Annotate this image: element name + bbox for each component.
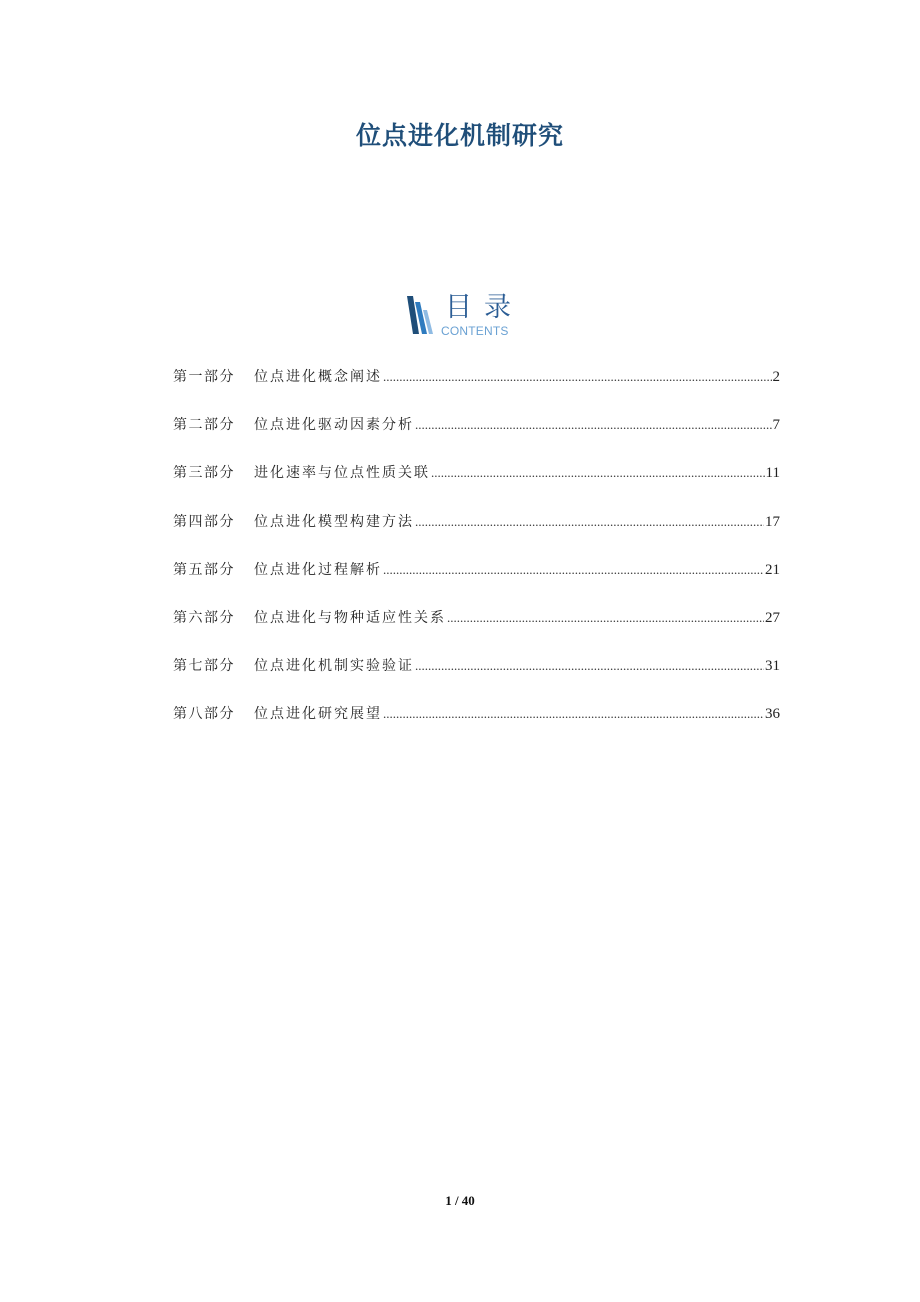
toc-dot-leader xyxy=(415,417,772,433)
toc-entry-part: 第四部分 xyxy=(173,513,235,530)
toc-entry-page: 27 xyxy=(765,609,780,626)
toc-entry-title: 位点进化过程解析 xyxy=(254,561,382,578)
toc-entry-page: 21 xyxy=(765,561,780,578)
toc-entry-page: 11 xyxy=(765,465,780,482)
toc-entry-title: 位点进化机制实验验证 xyxy=(254,658,414,675)
table-of-contents xyxy=(173,366,780,752)
page-indicator: 1 / 40 xyxy=(445,1193,475,1208)
toc-entry[interactable] xyxy=(173,559,780,607)
toc-entry[interactable] xyxy=(173,414,780,462)
toc-entry[interactable] xyxy=(173,703,780,751)
toc-entry-title: 位点进化与物种适应性关系 xyxy=(254,609,446,626)
toc-entry-part: 第三部分 xyxy=(173,465,235,482)
toc-entry-part: 第二部分 xyxy=(173,417,235,434)
toc-dot-leader xyxy=(383,562,764,578)
toc-entry[interactable] xyxy=(173,655,780,703)
toc-entry[interactable] xyxy=(173,366,780,414)
toc-entry-part: 第八部分 xyxy=(173,706,235,723)
toc-bars-icon xyxy=(407,296,435,334)
toc-entry[interactable] xyxy=(173,511,780,559)
toc-entry-part: 第六部分 xyxy=(173,609,235,626)
toc-entry-title: 位点进化模型构建方法 xyxy=(254,513,414,530)
toc-dot-leader xyxy=(383,369,772,385)
toc-entry-part: 第七部分 xyxy=(173,658,235,675)
toc-entry-page: 7 xyxy=(772,417,780,434)
toc-entry[interactable] xyxy=(173,462,780,510)
toc-heading xyxy=(405,292,545,342)
document-title: 位点进化机制研究 xyxy=(355,121,564,150)
toc-dot-leader xyxy=(383,706,764,722)
toc-entry-page: 2 xyxy=(772,369,780,385)
toc-entry-page: 17 xyxy=(765,513,780,530)
toc-dot-leader xyxy=(415,658,764,674)
toc-heading-sub: CONTENTS xyxy=(441,324,509,338)
toc-entry-title: 位点进化驱动因素分析 xyxy=(254,417,414,434)
toc-entry-part: 第五部分 xyxy=(173,561,235,578)
toc-dot-leader xyxy=(447,610,764,626)
toc-dot-leader xyxy=(415,514,764,530)
toc-entry-page: 31 xyxy=(765,658,780,675)
toc-dot-leader xyxy=(431,465,765,481)
toc-entry-part: 第一部分 xyxy=(173,369,235,385)
toc-entry-title: 位点进化概念阐述 xyxy=(254,369,382,385)
toc-heading-main: 目录 xyxy=(445,292,523,323)
toc-entry-title: 进化速率与位点性质关联 xyxy=(254,465,430,482)
toc-entry-title: 位点进化研究展望 xyxy=(254,706,382,723)
toc-entry[interactable] xyxy=(173,607,780,655)
toc-entry-page: 36 xyxy=(765,706,780,723)
